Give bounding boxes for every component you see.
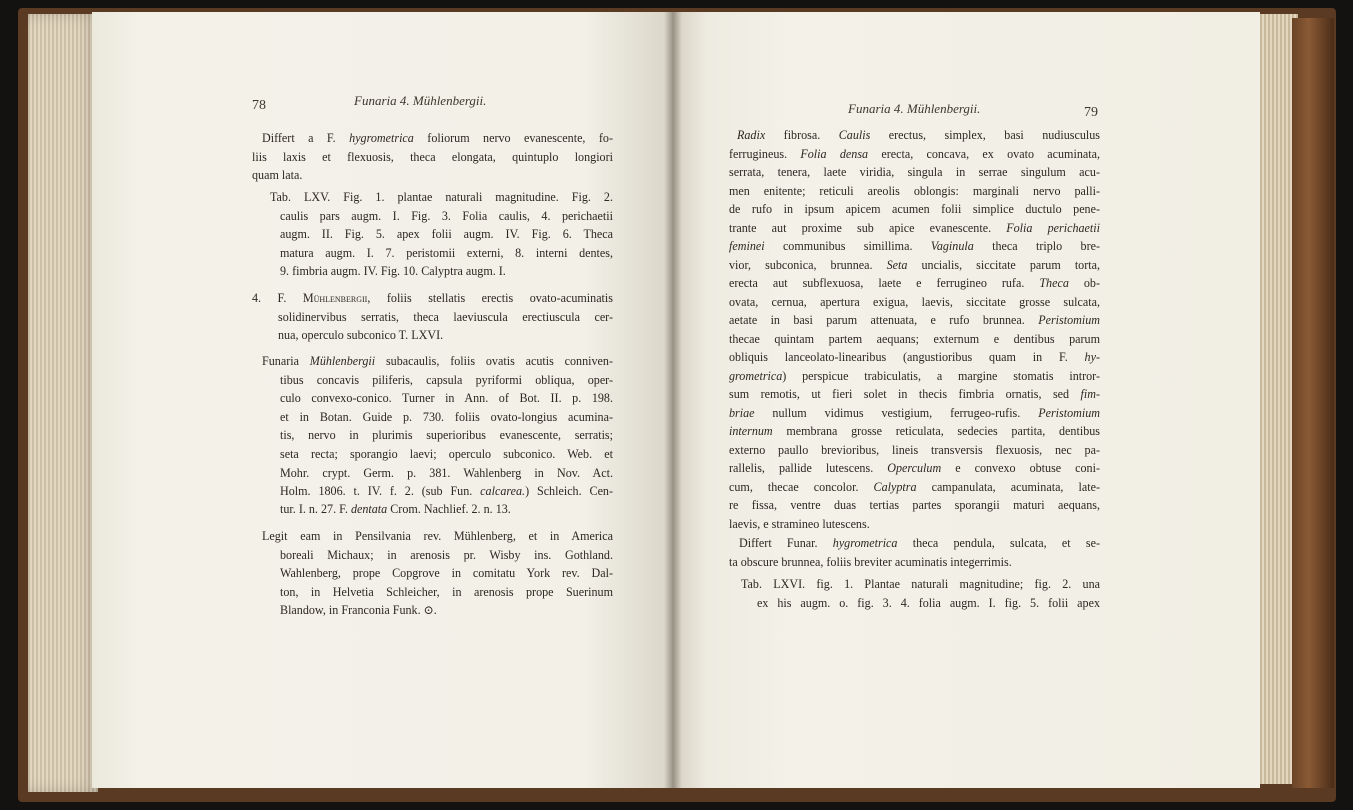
text-run: Folia perichaetii [1006, 221, 1100, 235]
text-line [729, 182, 1100, 200]
text-run: Differt Funar. [739, 536, 833, 550]
text-run: Wahlenberg, prope Copgrove in comitatu York rev. Dal- [280, 566, 613, 580]
text-line [729, 367, 1100, 385]
text-run: communibus simillima. [764, 239, 931, 253]
text-run: Seta [886, 258, 908, 272]
text-run: e convexo obtuse coni- [941, 461, 1100, 475]
text-run: trante aut proxime sub apice evanescente. [729, 221, 1007, 235]
text-line [729, 441, 1100, 459]
text-run: Differt a F. [262, 131, 350, 145]
text-run: ob- [1068, 276, 1100, 290]
text-run: erecta aut subflexuosa, laete e ferrugineo rufa. [729, 276, 1040, 290]
text-run: Holm. 1806. t. IV. f. 2. (sub Fun. [280, 484, 481, 498]
text-run: nua, operculo subconico T. LXVI. [278, 328, 444, 342]
text-run: nullum vidimus vestigium, ferrugeo-rufis. [754, 406, 1039, 420]
text-line [729, 404, 1100, 422]
text-line [741, 575, 1100, 593]
text-run: membrana grosse reticulata, sedecies partita, dentibus [772, 424, 1100, 438]
text-run: Blandow, in Franconia Funk. ⊙. [280, 603, 437, 617]
text-run: foliorum nervo evanescente, fo- [413, 131, 613, 145]
text-line [280, 445, 613, 463]
text-line [280, 371, 613, 389]
text-run: Caulis [838, 128, 871, 142]
text-run: culo convexo-conico. Turner in Ann. of Bot. II. p. 198. [280, 391, 613, 405]
text-run: Folia densa [800, 147, 869, 161]
text-run: seta recta; sporangio laevi; operculo subconico. Web. et [280, 447, 613, 461]
text-line [729, 422, 1100, 440]
text-line [729, 553, 1100, 571]
text-line [280, 207, 613, 225]
text-line [729, 330, 1100, 348]
text-run: ferrugineus. [729, 147, 801, 161]
text-line [757, 594, 1100, 612]
text-line [729, 274, 1100, 292]
text-line [278, 326, 613, 344]
right-page [672, 12, 1260, 788]
text-run: boreali Michaux; in arenosis pr. Wisby ins. Gothland. [280, 548, 613, 562]
right-running-head: Funaria 4. Mühlenbergii. [848, 101, 981, 116]
text-run: internum [729, 424, 773, 438]
text-run: Crom. Nachlief. 2. n. 13. [387, 502, 511, 516]
text-line [280, 464, 613, 482]
text-run: ex his augm. o. fig. 3. 4. folia augm. I. fig. 5. folii apex [757, 596, 1100, 610]
text-run: ta obscure brunnea, foliis breviter acuminatis integerrimis. [729, 555, 1012, 569]
book-gutter [664, 12, 682, 788]
text-run: ) Schleich. Cen- [525, 484, 614, 498]
text-run: erecta, concava, ex ovato acuminata, [868, 147, 1100, 161]
text-line [252, 148, 613, 166]
text-run: subacaulis, foliis ovatis acutis conniven- [375, 354, 613, 368]
text-run: aetate in basi parum attenuata, e rufo brunnea. [729, 313, 1039, 327]
text-run: serrata, tenera, laete viridia, singula in serrae singulum acu- [729, 165, 1100, 179]
text-run: thecae quintam partem aequans; externum e dentibus parum [729, 332, 1100, 346]
text-run: briae [729, 406, 755, 420]
text-run: laevis, e stramineo lutescens. [729, 517, 870, 531]
text-run: Tab. LXVI. fig. 1. Plantae naturali magnitudine; fig. 2. una [741, 577, 1100, 591]
text-run: calcarea. [480, 484, 526, 498]
text-run: hygrometrica [832, 536, 898, 550]
text-line [729, 145, 1100, 163]
text-line [280, 546, 613, 564]
text-run: Mühlenbergii [309, 354, 376, 368]
text-run: cum, thecae concolor. [729, 480, 874, 494]
text-line [729, 385, 1100, 403]
left-running-head: Funaria 4. Mühlenbergii. [354, 93, 487, 108]
text-line [280, 482, 613, 500]
text-line [278, 308, 613, 326]
text-run: matura augm. I. 7. peristomii externi, 8. interni dentes, [280, 246, 613, 260]
text-run: Peristomium [1038, 313, 1100, 327]
text-run: ovata, cernua, apertura exigua, laevis, siccitate grosse sulcata, [729, 295, 1100, 309]
text-run: fim- [1080, 387, 1100, 401]
text-run: men enitente; reticuli areolis oblongis: marginali nervo palli- [729, 184, 1100, 198]
text-line [280, 389, 613, 407]
text-run: Theca [1039, 276, 1069, 290]
text-line [729, 293, 1100, 311]
text-line [729, 256, 1100, 274]
text-run: externo paullo brevioribus, lineis transversis flexuosis, nec pa- [729, 443, 1100, 457]
text-run: theca pendula, sulcata, et se- [897, 536, 1100, 550]
text-line [280, 408, 613, 426]
text-run: , foliis stellatis erectis ovato-acuminatis [367, 291, 613, 305]
text-line [280, 262, 613, 280]
text-run: ) perspicue trabiculatis, a margine stomatis intror- [782, 369, 1100, 383]
text-run: 9. fimbria augm. IV. Fig. 10. Calyptra augm. I. [280, 264, 506, 278]
left-page-edges [28, 14, 98, 792]
text-line [252, 166, 613, 184]
text-run: hy- [1084, 350, 1100, 364]
right-page-number: 79 [1084, 105, 1098, 120]
text-run: sum remotis, ut fieri solet in thecis fimbria ornatis, sed [729, 387, 1081, 401]
text-line [729, 200, 1100, 218]
text-run: 4. F. [252, 291, 303, 305]
text-line [252, 289, 613, 307]
text-run: feminei [729, 239, 765, 253]
text-run: grometrica [729, 369, 783, 383]
text-run: caulis pars augm. I. Fig. 3. Folia caulis, 4. perichaetii [280, 209, 613, 223]
text-run: Funaria [262, 354, 310, 368]
text-run: quam lata. [252, 168, 303, 182]
text-line [280, 583, 613, 601]
text-run: re fissa, ventre duas tertias partes sporangii maturi aequans, [729, 498, 1100, 512]
text-line [280, 564, 613, 582]
text-run: Radix [737, 128, 766, 142]
text-run: theca triplo bre- [973, 239, 1100, 253]
text-line [262, 129, 613, 147]
text-line [739, 534, 1100, 552]
text-run: dentata [350, 502, 388, 516]
text-line [270, 188, 613, 206]
text-run: obliquis lanceolato-linearibus (angustioribus quam in F. [729, 350, 1085, 364]
text-line [729, 163, 1100, 181]
text-run: fibrosa. [765, 128, 839, 142]
text-run: campanulata, acuminata, late- [916, 480, 1100, 494]
text-run: et in Botan. Guide p. 730. foliis ovato-longius acumina- [280, 410, 613, 424]
text-run: tibus concavis piliferis, capsula pyriformi obliqua, oper- [280, 373, 613, 387]
text-line [737, 126, 1100, 144]
text-line [280, 500, 613, 518]
text-line [280, 426, 613, 444]
text-run: hygrometrica [349, 131, 414, 145]
left-page-number: 78 [252, 98, 266, 113]
text-run: ton, in Helvetia Schleicher, in arenosis prope Suerinum [280, 585, 613, 599]
left-page [92, 12, 672, 788]
text-run: Mohr. crypt. Germ. p. 381. Wahlenberg in Nov. Act. [280, 466, 613, 480]
text-line [729, 478, 1100, 496]
text-run: uncialis, siccitate parum torta, [907, 258, 1100, 272]
text-run: augm. II. Fig. 5. apex folii augm. IV. Fig. 6. Theca [280, 227, 613, 241]
text-line [280, 225, 613, 243]
text-line [729, 459, 1100, 477]
text-run: de rufo in ipsum apicem acumen folii simplice ductulo pene- [729, 202, 1100, 216]
text-run: Legit eam in Pensilvania rev. Mühlenberg, et in America [262, 529, 613, 543]
text-run: Peristomium [1038, 406, 1100, 420]
text-line [262, 352, 613, 370]
text-line [262, 527, 613, 545]
text-run: vior, subconica, brunnea. [729, 258, 887, 272]
text-run: Mühlenbergii [302, 291, 368, 305]
text-line [729, 237, 1100, 255]
text-line [280, 601, 613, 619]
text-run: tis, nervo in plurimis superioribus evanescente, serratis; [280, 428, 613, 442]
text-line [729, 311, 1100, 329]
text-line [729, 515, 1100, 533]
right-cover-edge [1292, 18, 1334, 788]
text-line [729, 219, 1100, 237]
text-run: Operculum [887, 461, 942, 475]
text-run: Vaginula [930, 239, 974, 253]
text-line [729, 348, 1100, 366]
text-run: erectus, simplex, basi nudiusculus [870, 128, 1100, 142]
text-line [280, 244, 613, 262]
text-run: Tab. LXV. Fig. 1. plantae naturali magnitudine. Fig. 2. [270, 190, 613, 204]
text-run: rallelis, pallide lutescens. [729, 461, 888, 475]
text-line [729, 496, 1100, 514]
text-run: Calyptra [873, 480, 917, 494]
text-run: liis laxis et flexuosis, theca elongata, quintuplo longiori [252, 150, 613, 164]
text-run: solidinervibus serratis, theca laeviuscula erectiuscula cer- [278, 310, 613, 324]
text-run: tur. I. n. 27. F. [280, 502, 351, 516]
